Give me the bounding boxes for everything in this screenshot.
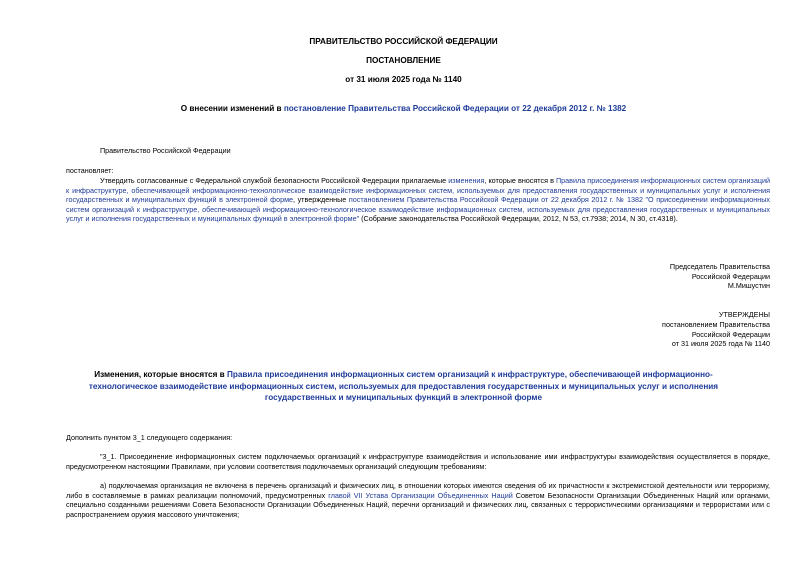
approval-line-1: УТВЕРЖДЕНЫ [718,310,770,319]
approval-block [600,310,770,349]
p1-text-b: , которые вносятся в [484,176,557,185]
rules-link[interactable]: Правила присоединения информационных систем организаций к инфраструктуре, обеспечивающей информационно-технологическое взаимодействие информационных систем, используемых для предоставления государственных и муниципальных услуг и исполнения государственных и муниципальных функций в электронной форме [66,176,771,205]
p1-text-c: , утвержденные [293,195,349,205]
changes-title-prefix: Изменения, которые вносятся в [94,370,227,379]
resolves-line: постановляет: [66,166,114,175]
p1-text-d: (Собрание законодательства Российской Федерации, 2012, N 53, ст.7938; 2014, N 30, ст.4318). [359,214,678,224]
resolution-link[interactable]: постановлением Правительства Российской Федерации от 22 декабря 2012 г. № 1382 "О присоединении информационных систем организаций к инфраструктуре, обеспечивающей информационно-технологическое взаимодействие информационных систем, используемых для предоставления государственных и муниципальных услуг и исполнения государственных и муниципальных функций в электронной форме" [66,195,770,224]
title-prefix: О внесении изменений в [180,104,284,113]
date-number: от 31 июля 2025 года № 1140 [345,75,462,84]
government-line: Правительство Российской Федерации [100,146,231,155]
approval-line-3: Российской Федерации [691,329,770,339]
pa-text-a: а) подключаемая организация не включена в перечень организаций и физических лиц, в отношении которых имеются сведения об их причастности к экстремистской деятельности или терроризму, либо в составляемые в рамках реализации полномочий, предусмотренных [66,481,770,500]
signature-org: Российской Федерации [691,271,770,281]
approval-line-4: от 31 июля 2025 года № 1140 [671,339,770,349]
document-title [0,104,807,114]
signature-title: Председатель Правительства [669,262,770,271]
changes-link[interactable]: изменения [448,176,485,185]
signature-name: М.Мишустин [727,281,770,291]
doc-type-heading: ПОСТАНОВЛЕНИЕ [366,56,441,65]
government-heading: ПРАВИТЕЛЬСТВО РОССИЙСКОЙ ФЕДЕРАЦИИ [309,37,498,46]
approval-line-2: постановлением Правительства [662,319,770,329]
paragraph-3-1: "3_1. Присоединение информационных систем подключаемых организаций к инфраструктуре взаимодействия и использование ими инфраструктуры взаимодействия осуществляется в порядке, предусмотренном настоящими Правилами, при условии соответствия подключаемых организаций следующим требованиям: [66,452,770,471]
changes-title-link[interactable]: Правила присоединения информационных систем организаций к инфраструктуре, обеспечивающей информационно-технологическое взаимодействие информационных систем, используемых для предоставления государственных и муниципальных услуг и исполнения государственных и муниципальных функций в электронной форме [88,370,719,402]
pa-text-b: Советом Безопасности Организации Объединенных Наций или органами, специально созданными решениями Совета Безопасности Организации Объединенных Наций, перечни организаций и физических лиц, связанных с террористическими организациями и террористами или с распространением оружия массового уничтожения; [66,490,771,519]
paragraph-1 [66,176,770,224]
paragraph-a [66,481,770,519]
supplement-line: Дополнить пунктом 3_1 следующего содержания: [66,433,233,442]
title-link[interactable]: постановление Правительства Российской Федерации от 22 декабря 2012 г. № 1382 [283,104,627,113]
un-charter-link[interactable]: главой VII Устава Организации Объединенных Наций [328,490,513,500]
signature-block [600,262,770,291]
changes-title [62,369,745,404]
p1-text-a: Утвердить согласованные с Федеральной службой безопасности Российской Федерации прилагаемые [100,176,449,185]
